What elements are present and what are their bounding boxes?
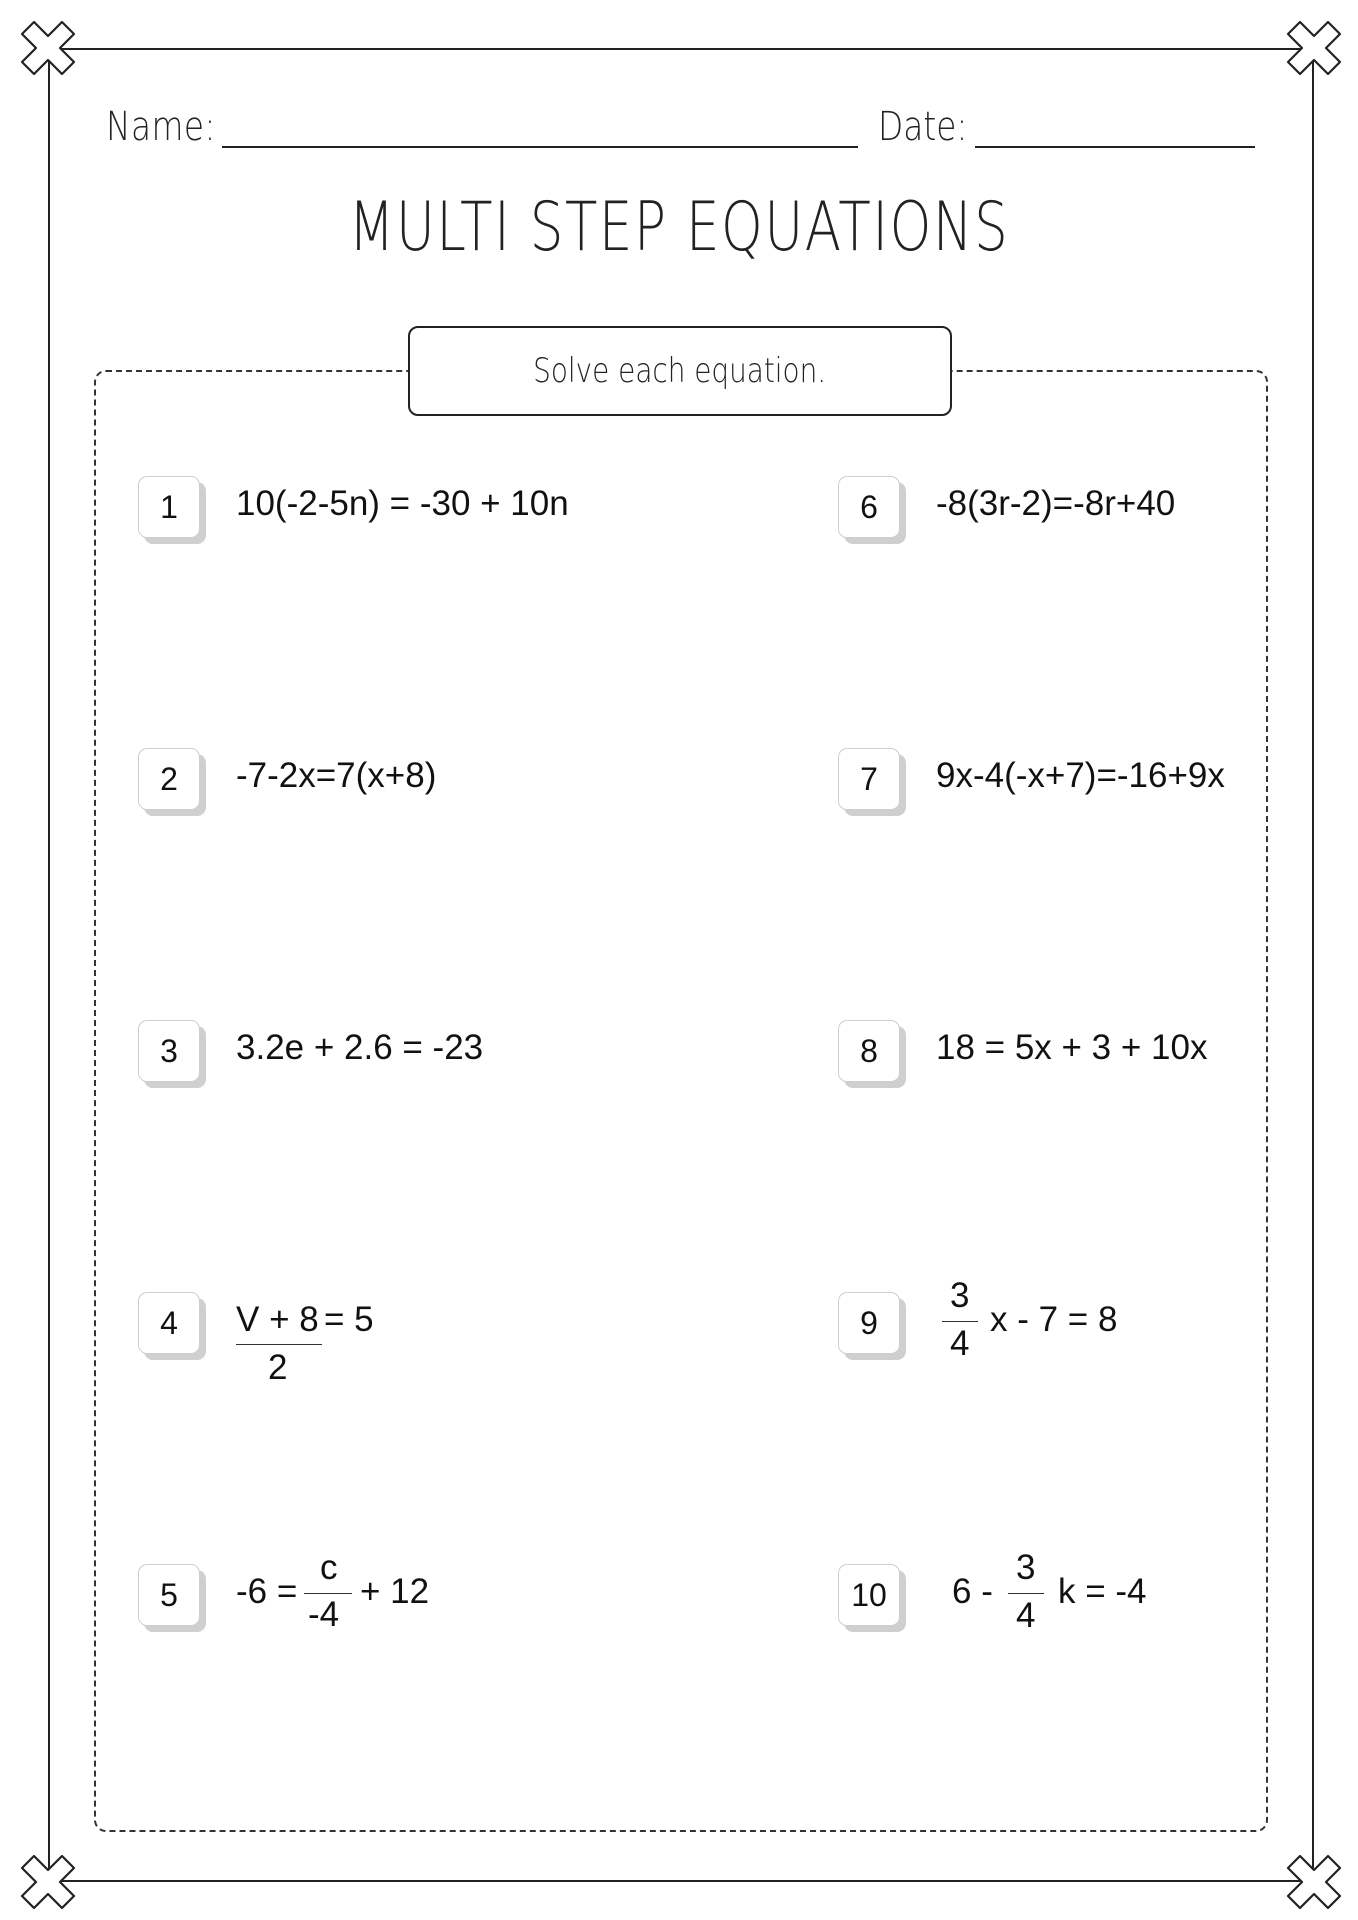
equation-text: 18 = 5x + 3 + 10x bbox=[936, 1028, 1208, 1067]
problem-item bbox=[838, 1548, 1358, 1674]
equation-rest: x - 7 = 8 bbox=[990, 1300, 1118, 1339]
problem-number-badge: 8 bbox=[838, 1020, 900, 1082]
problem-number-badge: 9 bbox=[838, 1292, 900, 1354]
fraction-bar bbox=[304, 1593, 352, 1594]
equation-text: 3.2e + 2.6 = -23 bbox=[236, 1028, 484, 1067]
fraction-bar bbox=[236, 1344, 322, 1345]
fraction-denominator: 4 bbox=[1016, 1596, 1036, 1635]
fraction-numerator: 3 bbox=[1016, 1548, 1036, 1587]
fraction-bar bbox=[942, 1321, 978, 1322]
problem-item bbox=[838, 748, 1358, 868]
problem-item bbox=[138, 1548, 658, 1674]
problem-number-badge: 6 bbox=[838, 476, 900, 538]
corner-cross-icon bbox=[1280, 1848, 1348, 1916]
problem-number-badge: 10 bbox=[838, 1564, 900, 1626]
corner-cross-icon bbox=[14, 1848, 82, 1916]
corner-cross-icon bbox=[1280, 14, 1348, 82]
problem-item bbox=[838, 1276, 1358, 1402]
problem-number-badge: 2 bbox=[138, 748, 200, 810]
problem-number-badge: 5 bbox=[138, 1564, 200, 1626]
fraction-denominator: -4 bbox=[308, 1595, 340, 1634]
equation-rest: k = -4 bbox=[1058, 1572, 1147, 1611]
problem-item bbox=[138, 748, 658, 868]
equation-rest: + 12 bbox=[360, 1572, 430, 1611]
corner-cross-icon bbox=[14, 14, 82, 82]
name-label: Name: bbox=[106, 104, 216, 150]
problem-item bbox=[838, 476, 1358, 596]
equation-text: -7-2x=7(x+8) bbox=[236, 756, 437, 795]
fraction-bar bbox=[1008, 1593, 1044, 1594]
date-field-line[interactable] bbox=[975, 146, 1255, 148]
equation-prefix: -6 = bbox=[236, 1572, 298, 1611]
problem-number-badge: 3 bbox=[138, 1020, 200, 1082]
problem-item bbox=[838, 1020, 1358, 1140]
date-label: Date: bbox=[878, 104, 968, 150]
fraction-denominator: 4 bbox=[950, 1324, 970, 1363]
fraction-numerator: c bbox=[320, 1548, 338, 1587]
fraction-numerator: V + 8 bbox=[236, 1300, 319, 1339]
equation-text: 9x-4(-x+7)=-16+9x bbox=[936, 756, 1225, 795]
equation-text: -8(3r-2)=-8r+40 bbox=[936, 484, 1176, 523]
instruction-text: Solve each equation. bbox=[533, 351, 827, 391]
problem-number-badge: 1 bbox=[138, 476, 200, 538]
problem-item bbox=[138, 1292, 658, 1402]
fraction-numerator: 3 bbox=[950, 1276, 970, 1315]
problem-number-badge: 4 bbox=[138, 1292, 200, 1354]
instruction-box bbox=[408, 326, 952, 416]
equation-rest: = 5 bbox=[324, 1300, 374, 1339]
equation-text: 10(-2-5n) = -30 + 10n bbox=[236, 484, 569, 523]
equation-prefix: 6 - bbox=[952, 1572, 993, 1611]
page-title: MULTI STEP EQUATIONS bbox=[348, 188, 1010, 267]
problem-item bbox=[138, 1020, 658, 1140]
name-field-line[interactable] bbox=[222, 146, 858, 148]
problem-number-badge: 7 bbox=[838, 748, 900, 810]
problem-item bbox=[138, 476, 658, 596]
fraction-denominator: 2 bbox=[268, 1348, 288, 1387]
